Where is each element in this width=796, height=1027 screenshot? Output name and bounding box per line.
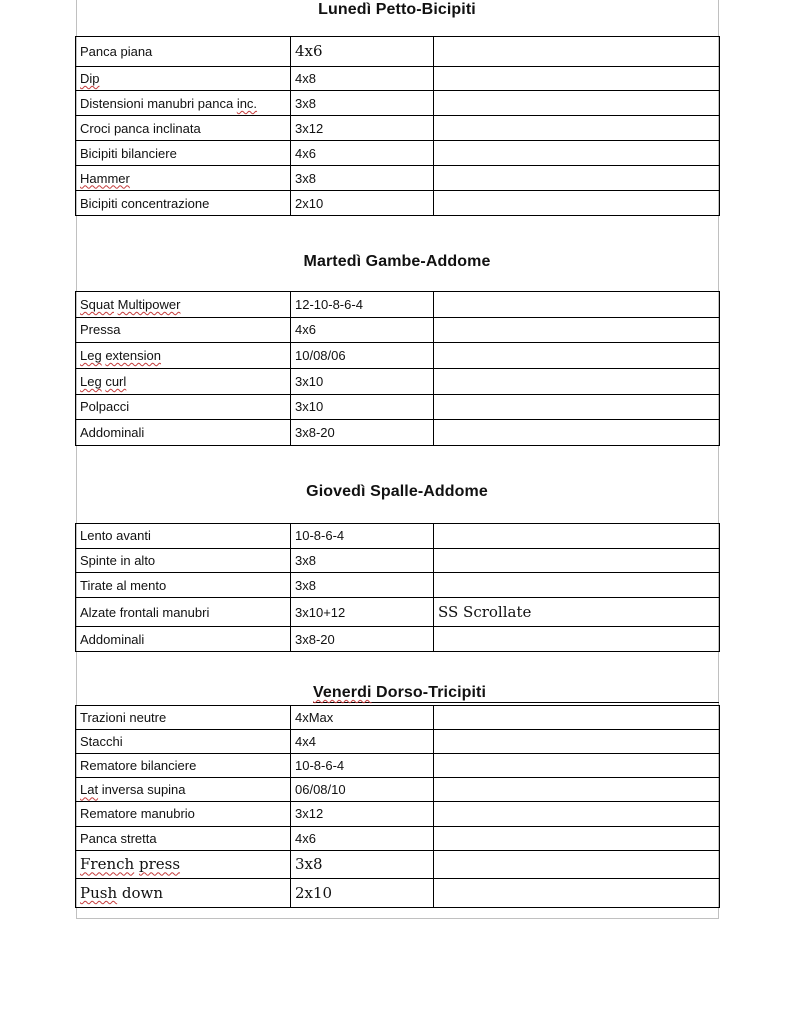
text-run: Alzate frontali manubri [80, 604, 210, 620]
exercise-cell[interactable] [76, 730, 291, 754]
sets-reps-cell[interactable] [291, 548, 434, 573]
table-row [76, 394, 720, 420]
sets-reps-cell[interactable] [291, 166, 434, 191]
sets-reps-cell[interactable] [291, 879, 434, 908]
section-title[interactable] [313, 685, 719, 703]
notes-cell[interactable] [434, 598, 720, 627]
text-run: 3x8 [295, 553, 316, 568]
text-run: 4x6 [295, 830, 316, 846]
workout-table-friday [75, 705, 720, 908]
table-row [76, 598, 720, 627]
notes-cell[interactable] [434, 394, 720, 420]
notes-cell[interactable] [434, 141, 720, 166]
sets-reps-cell[interactable] [291, 343, 434, 369]
text-run: 3x8 [295, 855, 323, 874]
notes-cell[interactable] [434, 191, 720, 216]
text-run: 06/08/10 [295, 782, 346, 798]
exercise-cell[interactable] [76, 292, 291, 318]
text-run: 3x12 [295, 806, 324, 822]
sets-reps-cell[interactable] [291, 598, 434, 627]
notes-cell[interactable] [434, 37, 720, 67]
text-run: 4x6 [295, 322, 316, 338]
table-row [76, 573, 720, 598]
notes-cell[interactable] [434, 778, 720, 802]
text-run: Tirate al mento [80, 577, 167, 593]
notes-cell[interactable] [434, 730, 720, 754]
text-run: 4x4 [295, 734, 316, 750]
notes-cell[interactable] [434, 420, 720, 446]
misspelled-word: Dip [80, 71, 100, 86]
table-row [76, 879, 720, 908]
exercise-cell[interactable] [76, 524, 291, 549]
text-run: 2x10 [295, 195, 324, 211]
text-run: Panca piana [80, 43, 153, 59]
table-body [76, 524, 720, 652]
misspelled-word: Hammer [80, 170, 130, 186]
text-run: down [117, 884, 164, 903]
sets-reps-cell[interactable] [291, 91, 434, 116]
table-row [76, 706, 720, 730]
sets-reps-cell[interactable] [291, 116, 434, 141]
text-run: Bicipiti bilanciere [80, 145, 177, 161]
table-row [76, 627, 720, 652]
exercise-cell[interactable] [76, 394, 291, 420]
text-run: 4x6 [295, 145, 316, 161]
sets-reps-cell[interactable] [291, 66, 434, 91]
table-row [76, 37, 720, 67]
misspelled-word: French [80, 855, 135, 874]
exercise-cell[interactable] [76, 598, 291, 627]
section-title[interactable] [75, 483, 719, 501]
text-run: 3x10+12 [295, 604, 346, 620]
table-body [76, 37, 720, 216]
text-run: Addominali [80, 631, 145, 647]
sets-reps-cell[interactable] [291, 730, 434, 754]
notes-cell[interactable] [434, 706, 720, 730]
text-run: 10-8-6-4 [295, 758, 345, 774]
table-row [76, 116, 720, 141]
exercise-cell[interactable] [76, 37, 291, 67]
misspelled-word: press [138, 855, 181, 874]
text-run: Panca stretta [80, 830, 157, 846]
sets-reps-cell[interactable] [291, 754, 434, 778]
notes-cell[interactable] [434, 826, 720, 850]
text-run: Lento avanti [80, 528, 151, 544]
exercise-cell[interactable] [76, 802, 291, 826]
table-row [76, 850, 720, 879]
notes-cell[interactable] [434, 66, 720, 91]
section-title[interactable] [75, 253, 719, 271]
misspelled-word: Leg [80, 373, 102, 389]
exercise-cell[interactable] [76, 754, 291, 778]
notes-cell[interactable] [434, 548, 720, 573]
exercise-cell[interactable] [76, 548, 291, 573]
text-run: 3x10 [295, 373, 324, 389]
misspelled-word: extension [105, 348, 161, 364]
notes-cell[interactable] [434, 802, 720, 826]
sets-reps-cell[interactable] [291, 420, 434, 446]
table-row [76, 166, 720, 191]
misspelled-word: inc. [236, 95, 258, 111]
misspelled-word: Lat [80, 782, 99, 798]
misspelled-word: Squat [80, 296, 114, 312]
text-run: 4x8 [295, 71, 316, 86]
table-row [76, 66, 720, 91]
sets-reps-cell[interactable] [291, 394, 434, 420]
text-run: Addominali [80, 425, 145, 441]
text-run: 3x10 [295, 399, 324, 415]
text-run: Trazioni neutre [80, 710, 167, 726]
text-run: inversa supina [98, 782, 186, 798]
workout-table-monday [75, 36, 720, 216]
exercise-cell[interactable] [76, 343, 291, 369]
text-run: Martedì Gambe-Addome [303, 253, 491, 270]
misspelled-word: Multipower [117, 296, 181, 312]
notes-cell[interactable] [434, 116, 720, 141]
sets-reps-cell[interactable] [291, 778, 434, 802]
sets-reps-cell[interactable] [291, 850, 434, 879]
sets-reps-cell[interactable] [291, 573, 434, 598]
notes-cell[interactable] [434, 292, 720, 318]
sets-reps-cell[interactable] [291, 317, 434, 343]
workout-table-tuesday [75, 291, 720, 446]
text-run: Croci panca inclinata [80, 120, 201, 136]
table-body [76, 706, 720, 908]
text-run: Stacchi [80, 734, 123, 750]
text-run: 3x8 [295, 577, 316, 593]
notes-cell[interactable] [434, 343, 720, 369]
table-row [76, 141, 720, 166]
table-row [76, 343, 720, 369]
table-row [76, 754, 720, 778]
text-run: Distensioni manubri panca [80, 95, 237, 111]
text-run: 3x8 [295, 95, 316, 111]
notes-cell[interactable] [434, 879, 720, 908]
notes-cell[interactable] [434, 573, 720, 598]
exercise-cell[interactable] [76, 573, 291, 598]
notes-cell[interactable] [434, 91, 720, 116]
text-run: SS Scrollate [438, 603, 532, 622]
table-row [76, 191, 720, 216]
exercise-cell[interactable] [76, 91, 291, 116]
exercise-cell[interactable] [76, 778, 291, 802]
section-title[interactable] [75, 1, 719, 19]
sets-reps-cell[interactable] [291, 627, 434, 652]
text-run: Lunedì Petto-Bicipiti [318, 1, 476, 18]
text-run: 3x8-20 [295, 425, 335, 441]
exercise-cell[interactable] [76, 706, 291, 730]
sets-reps-cell[interactable] [291, 191, 434, 216]
text-run: 3x8 [295, 170, 316, 186]
text-run: Giovedì Spalle-Addome [306, 483, 488, 500]
exercise-cell[interactable] [76, 368, 291, 394]
text-run: 2x10 [295, 884, 333, 903]
sets-reps-cell[interactable] [291, 802, 434, 826]
exercise-cell[interactable] [76, 850, 291, 879]
sets-reps-cell[interactable] [291, 37, 434, 67]
sets-reps-cell[interactable] [291, 292, 434, 318]
text-run: Rematore manubrio [80, 806, 195, 822]
text-run: Spinte in alto [80, 553, 156, 568]
table-row [76, 420, 720, 446]
misspelled-word: curl [105, 373, 127, 389]
exercise-cell[interactable] [76, 826, 291, 850]
misspelled-word: Venerdi [313, 684, 372, 701]
table-row [76, 317, 720, 343]
sets-reps-cell[interactable] [291, 368, 434, 394]
table-row [76, 802, 720, 826]
misspelled-word: Push [80, 884, 118, 903]
exercise-cell[interactable] [76, 317, 291, 343]
text-run: 10-8-6-4 [295, 528, 345, 544]
text-run: Polpacci [80, 399, 130, 415]
exercise-cell[interactable] [76, 627, 291, 652]
text-boundary-bottom [76, 918, 719, 919]
table-row [76, 292, 720, 318]
table-body [76, 292, 720, 446]
notes-cell[interactable] [434, 368, 720, 394]
table-row [76, 91, 720, 116]
misspelled-word: Leg [80, 348, 102, 364]
exercise-cell[interactable] [76, 66, 291, 91]
exercise-cell[interactable] [76, 166, 291, 191]
exercise-cell[interactable] [76, 420, 291, 446]
notes-cell[interactable] [434, 850, 720, 879]
text-run: Rematore bilanciere [80, 758, 197, 774]
table-row [76, 778, 720, 802]
table-row [76, 730, 720, 754]
sets-reps-cell[interactable] [291, 826, 434, 850]
sets-reps-cell[interactable] [291, 524, 434, 549]
sets-reps-cell[interactable] [291, 141, 434, 166]
exercise-cell[interactable] [76, 141, 291, 166]
text-run: 3x12 [295, 120, 324, 136]
table-row [76, 548, 720, 573]
text-run: 12-10-8-6-4 [295, 296, 363, 312]
notes-cell[interactable] [434, 524, 720, 549]
text-run: 4xMax [295, 710, 334, 726]
notes-cell[interactable] [434, 166, 720, 191]
text-run: Dorso-Tricipiti [371, 684, 487, 701]
table-row [76, 368, 720, 394]
text-run: 4x6 [295, 42, 323, 61]
sets-reps-cell[interactable] [291, 706, 434, 730]
text-run: Bicipiti concentrazione [80, 195, 210, 211]
table-row [76, 524, 720, 549]
text-run: Pressa [80, 322, 121, 338]
text-run: 3x8-20 [295, 631, 335, 647]
notes-cell[interactable] [434, 754, 720, 778]
table-row [76, 826, 720, 850]
exercise-cell[interactable] [76, 191, 291, 216]
exercise-cell[interactable] [76, 116, 291, 141]
exercise-cell[interactable] [76, 879, 291, 908]
notes-cell[interactable] [434, 627, 720, 652]
workout-table-thursday [75, 523, 720, 652]
text-run: 10/08/06 [295, 348, 346, 364]
notes-cell[interactable] [434, 317, 720, 343]
